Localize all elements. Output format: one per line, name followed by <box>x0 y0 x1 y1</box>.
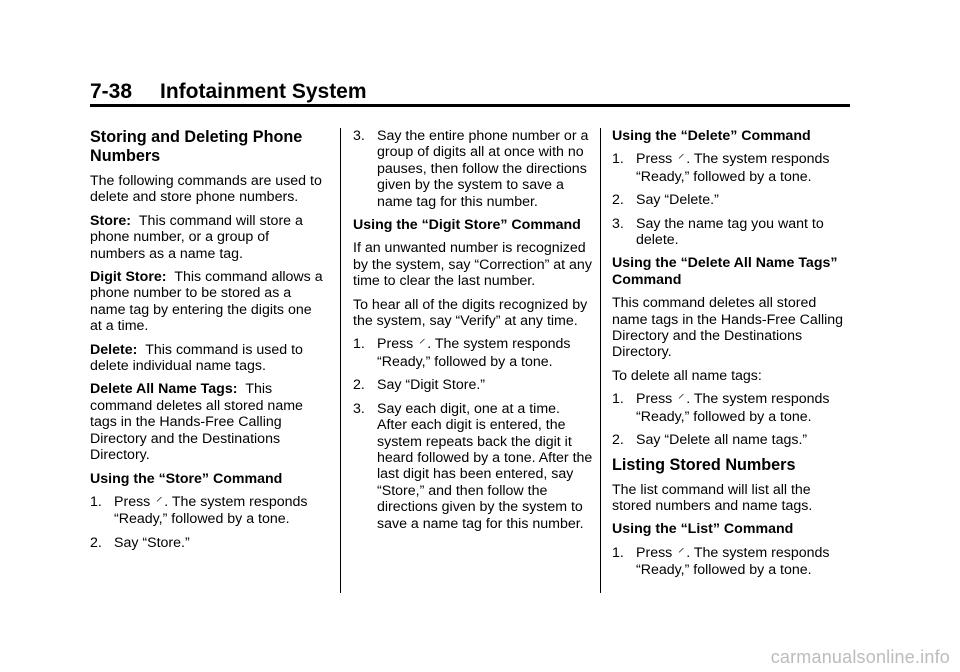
step-number: 1. <box>612 151 624 168</box>
term: Delete: <box>90 341 138 358</box>
phone-voice-icon: ⸍ <box>155 494 163 510</box>
list-item <box>353 128 593 210</box>
paragraph: The following commands are used to delete and store phone numbers. <box>90 173 322 206</box>
step-number: 3. <box>353 400 365 417</box>
subheading: Using the “Delete” Command <box>612 128 811 144</box>
column-divider <box>600 128 601 593</box>
list-item <box>90 494 326 528</box>
column-3 <box>612 128 852 586</box>
paragraph: To hear all of the digits recognized by the system, say “Verify” at any time. <box>353 296 588 330</box>
step-number: 1. <box>353 336 365 353</box>
definition-text: This command allows a phone number to be stored as a name tag by entering the digits one at a time. <box>90 269 323 335</box>
term: Digit Store: <box>90 269 167 286</box>
step-text: Press <box>377 336 414 353</box>
subheading: Using the “Delete All Name Tags” Command <box>612 255 838 288</box>
step-text: Say “Digit Store.” <box>377 377 486 394</box>
paragraph: If an unwanted number is recognized by the system, say “Correction” at any time to clear the last number. <box>353 240 592 290</box>
list-item <box>612 216 852 249</box>
step-number: 3. <box>612 215 624 232</box>
phone-voice-icon: ⸍ <box>677 392 685 408</box>
step-text: . The system responds “Ready,” followed by a tone. <box>114 493 308 528</box>
column-divider <box>340 128 341 593</box>
step-number: 2. <box>612 432 624 449</box>
step-text: Press <box>636 151 673 168</box>
step-text: Press <box>114 493 151 510</box>
column-1 <box>90 128 326 558</box>
step-text: Say “Store.” <box>114 534 190 551</box>
section-title: Infotainment System <box>160 80 367 103</box>
phone-voice-icon: ⸍ <box>677 545 685 561</box>
term: Delete All Name Tags: <box>90 381 238 398</box>
step-text: Press <box>636 391 673 408</box>
definition-text: This command will store a phone number, or a group of numbers as a name tag. <box>90 212 303 262</box>
watermark: carmanualsonline.info <box>770 647 950 667</box>
step-number: 2. <box>90 534 102 551</box>
step-text: Say each digit, one at a time. After each digit is entered, the system repeats back the digit it heard followed by a tone. After the last digit has been entered, say “Store,” and then follow the directions given by the system to save a name tag for this number. <box>377 400 593 532</box>
page-header <box>90 80 850 105</box>
step-number: 1. <box>90 493 102 510</box>
list-item <box>612 151 852 185</box>
term: Store: <box>90 212 131 229</box>
definition <box>90 381 326 463</box>
step-number: 1. <box>612 391 624 408</box>
definition-text: This command is used to delete individual name tags. <box>90 341 303 375</box>
section-heading: Listing Stored Numbers <box>612 455 796 474</box>
paragraph: To delete all name tags: <box>612 367 762 384</box>
paragraph: The list command will list all the stored numbers and name tags. <box>612 481 813 514</box>
step-text: . The system responds “Ready,” followed by a tone. <box>377 336 571 370</box>
definition <box>90 213 326 262</box>
phone-voice-icon: ⸍ <box>677 152 685 168</box>
step-text: Say “Delete.” <box>636 192 719 209</box>
column-2 <box>353 128 593 539</box>
step-text: Say the name tag you want to delete. <box>636 215 824 249</box>
subheading: Using the “Store” Command <box>90 470 283 487</box>
step-number: 3. <box>353 128 365 144</box>
step-text: Press <box>636 544 673 561</box>
definition-text: This command deletes all stored name tags in the Hands-Free Calling Directory and the Destinations Directory. <box>90 381 303 464</box>
step-text: . The system responds “Ready,” followed by a tone. <box>636 544 830 579</box>
list-item <box>353 377 593 393</box>
subheading: Using the “Digit Store” Command <box>353 217 581 234</box>
list-item <box>612 192 852 208</box>
paragraph: This command deletes all stored name tags in the Hands-Free Calling Directory and the Destinations Directory. <box>612 295 844 361</box>
section-heading: Storing and Deleting Phone Numbers <box>90 128 303 165</box>
header-rule <box>90 104 850 107</box>
step-text: . The system responds “Ready,” followed by a tone. <box>636 391 830 425</box>
phone-voice-icon: ⸍ <box>418 337 426 353</box>
list-item <box>353 401 593 532</box>
subheading: Using the “List” Command <box>612 521 794 538</box>
definition <box>90 269 326 335</box>
list-item <box>612 432 852 448</box>
page-number: 7-38 <box>90 80 133 103</box>
step-number: 2. <box>612 192 624 209</box>
list-item <box>90 535 326 551</box>
step-text: Say “Delete all name tags.” <box>636 432 808 449</box>
definition <box>90 342 326 375</box>
list-item <box>612 545 852 579</box>
list-item <box>612 391 852 425</box>
step-number: 2. <box>353 377 365 394</box>
step-text: . The system responds “Ready,” followed by a tone. <box>636 151 830 185</box>
list-item <box>353 336 593 370</box>
step-text: Say the entire phone number or a group of digits all at once with no pauses, then follow the directions given by the system to save a name tag for this number. <box>377 128 589 210</box>
step-number: 1. <box>612 544 624 561</box>
